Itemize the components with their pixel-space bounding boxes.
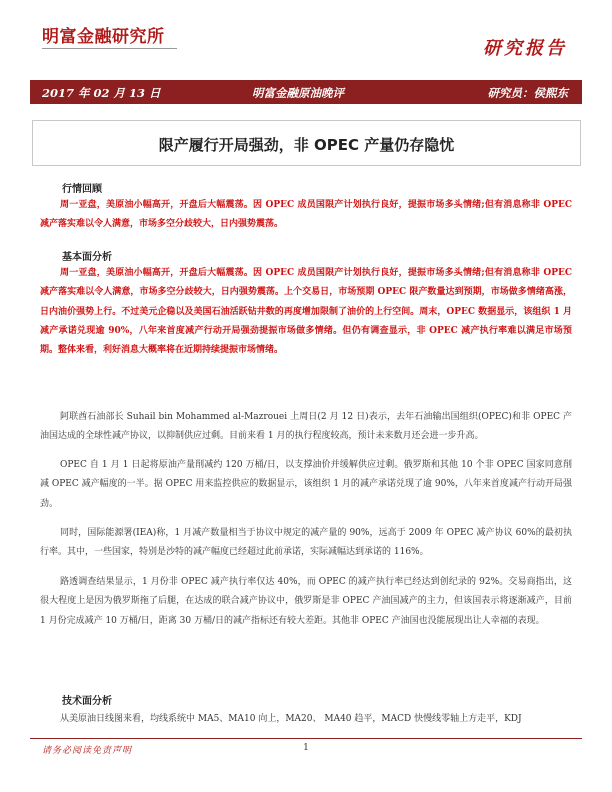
fundamentals-summary-paragraph: 周一亚盘，美原油小幅高开，开盘后大幅震荡。因 OPEC 成员国限产计划执行良好，提振市场多头情绪;但有消息称非 OPEC 减产落实难以令人满意，市场多空分歧较大，日内强势震荡。上个交易日，市场预期 OPEC 限产数量达到预期，市场做多情绪高涨，日内油价强势上行。不过美元企稳以及美国石油活跃钻井数的再度增加限制了油价的上行空间。周末，OPEC 数据显示，该组织 1 月减产承诺兑现逾 90%，八年来首度减产行动开局强劲提振市场做多情绪。但仍有调查显示，非 OPEC 减产执行率难以满足市场预期。整体来看，利好消息大概率将在近期持续提振市场情绪。 (40, 268, 572, 356)
title-box (32, 120, 581, 166)
page-number: 1 (303, 743, 309, 753)
section-heading-market-review: 行情回顾 (62, 184, 102, 195)
header-band (30, 80, 582, 104)
report-analyst: 研究员：侯熙东 (487, 86, 568, 100)
section-heading-technical: 技术面分析 (62, 696, 112, 707)
fundamentals-paragraph-4: 路透调查结果显示，1 月份非 OPEC 减产执行率仅达 40%，而 OPEC 的减产执行率已经达到创纪录的 92%。交易商指出，这很大程度上是因为俄罗斯拖了后腿，在达成的联合减产协议中，俄罗斯是非 OPEC 产油国减产的主力，但该国表示将逐渐减产，目前 1 月份完成减产 10 万桶/日，距离 30 万桶/日的减产指标还有较大差距。其他非 OPEC 产油国也没能展现出让人幸福的表现。 (40, 577, 572, 626)
technical-paragraph: 从美原油日线图来看，均线系统中 MA5、MA10 向上，MA20、 MA40 趋平，MACD 快慢线零轴上方走平，KDJ (60, 714, 522, 724)
page-title: 限产履行开局强劲，非 OPEC 产量仍存隐忧 (158, 136, 455, 154)
footer-divider (30, 738, 582, 739)
report-date: 2017 年 02 月 13 日 (42, 86, 161, 100)
logo-text: 明富金融研究所 (42, 27, 165, 47)
fundamentals-paragraph-1: 阿联酋石油部长 Suhail bin Mohammed al-Mazrouei 上周日(2 月 12 日)表示，去年石油输出国组织(OPEC)和非 OPEC 产油国达成的全球性减产协议，以抑制供应过剩。目前来看 1 月的执行程度较高，预计未来数月还会进一步升高。 (40, 412, 572, 442)
fundamentals-paragraph-3: 同时，国际能源署(IEA)称，1 月减产数量相当于协议中规定的减产量的 90%，远高于 2009 年 OPEC 减产协议 60%的最初执行率。其中，一些国家，特别是沙特的减产幅度已经超过此前承诺，实际减幅达到承诺的 116%。 (40, 528, 572, 558)
company-logo (42, 20, 177, 49)
report-series: 明富金融原油晚评 (252, 86, 344, 100)
section-heading-fundamentals: 基本面分析 (62, 252, 112, 263)
disclaimer-link[interactable]: 请务必阅读免责声明 (42, 746, 133, 756)
fundamentals-paragraph-2: OPEC 自 1 月 1 日起将原油产量削减约 120 万桶/日，以支撑油价并缓解供应过剩。俄罗斯和其他 10 个非 OPEC 国家同意削减 OPEC 减产幅度的一半。据 OPEC 用来监控供应的数据显示，该组织 1 月的减产承诺兑现了逾 90%，八年来首度减产行动开局强劲。 (40, 460, 572, 509)
market-review-paragraph: 周一亚盘，美原油小幅高开，开盘后大幅震荡。因 OPEC 成员国限产计划执行良好，提振市场多头情绪;但有消息称非 OPEC 减产落实难以令人满意，市场多空分歧较大，日内强势震荡。 (40, 200, 572, 230)
report-type-label: 研究报告 (483, 38, 567, 59)
